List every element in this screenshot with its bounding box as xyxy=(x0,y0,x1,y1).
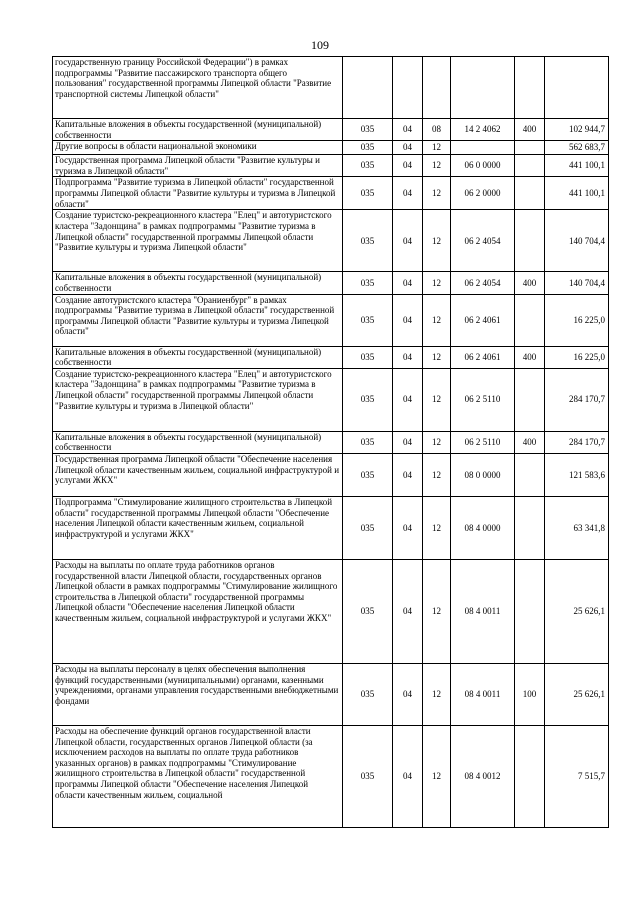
table-row xyxy=(53,725,609,827)
target-article-code: 06 2 4054 xyxy=(451,272,515,294)
row-description: государственную границу Российской Федерации") в рамках подпрограммы "Развитие пассажирского транспорта общего пользования" государственной программы Липецкой области "Развитие транспортной системы Липецкой области" xyxy=(53,57,343,119)
ministry-code: 035 xyxy=(343,210,393,272)
target-article-code: 06 2 5110 xyxy=(451,368,515,431)
target-article-code: 08 4 0011 xyxy=(451,559,515,663)
target-article-code: 08 4 0000 xyxy=(451,496,515,559)
subsection-code: 12 xyxy=(423,453,451,496)
amount: 16 225,0 xyxy=(545,294,609,346)
table-row xyxy=(53,141,609,155)
table-row xyxy=(53,496,609,559)
ministry-code: 035 xyxy=(343,559,393,663)
expense-type-code: 400 xyxy=(515,119,545,141)
subsection-code: 12 xyxy=(423,155,451,177)
expense-type-code xyxy=(515,155,545,177)
target-article-code: 06 2 4054 xyxy=(451,210,515,272)
table-row xyxy=(53,210,609,272)
amount: 25 626,1 xyxy=(545,663,609,725)
target-article-code: 14 2 4062 xyxy=(451,119,515,141)
section-code: 04 xyxy=(393,294,423,346)
amount: 63 341,8 xyxy=(545,496,609,559)
expense-type-code xyxy=(515,177,545,210)
row-description: Капитальные вложения в объекты государственной (муниципальной) собственности xyxy=(53,119,343,141)
ministry-code: 035 xyxy=(343,368,393,431)
table-row xyxy=(53,119,609,141)
amount xyxy=(545,57,609,119)
subsection-code: 12 xyxy=(423,141,451,155)
amount: 140 704,4 xyxy=(545,272,609,294)
expense-type-code xyxy=(515,210,545,272)
section-code: 04 xyxy=(393,453,423,496)
subsection-code: 08 xyxy=(423,119,451,141)
row-description: Государственная программа Липецкой области "Развитие культуры и туризма в Липецкой области" xyxy=(53,155,343,177)
table-row xyxy=(53,294,609,346)
subsection-code: 12 xyxy=(423,559,451,663)
row-description: Капитальные вложения в объекты государственной (муниципальной) собственности xyxy=(53,431,343,453)
table-row xyxy=(53,155,609,177)
section-code: 04 xyxy=(393,141,423,155)
section-code: 04 xyxy=(393,431,423,453)
ministry-code: 035 xyxy=(343,496,393,559)
subsection-code: 12 xyxy=(423,272,451,294)
table-row xyxy=(53,177,609,210)
ministry-code: 035 xyxy=(343,431,393,453)
target-article-code xyxy=(451,57,515,119)
amount: 562 683,7 xyxy=(545,141,609,155)
page-number: 109 xyxy=(311,38,329,52)
expense-type-code: 400 xyxy=(515,431,545,453)
section-code: 04 xyxy=(393,496,423,559)
ministry-code: 035 xyxy=(343,141,393,155)
expense-type-code xyxy=(515,496,545,559)
section-code: 04 xyxy=(393,119,423,141)
expense-type-code xyxy=(515,559,545,663)
target-article-code: 06 0 0000 xyxy=(451,155,515,177)
section-code: 04 xyxy=(393,725,423,827)
amount: 441 100,1 xyxy=(545,155,609,177)
target-article-code: 06 2 5110 xyxy=(451,431,515,453)
expense-type-code xyxy=(515,725,545,827)
section-code xyxy=(393,57,423,119)
ministry-code: 035 xyxy=(343,294,393,346)
expense-type-code: 100 xyxy=(515,663,545,725)
ministry-code: 035 xyxy=(343,155,393,177)
expense-type-code xyxy=(515,368,545,431)
target-article-code: 06 2 0000 xyxy=(451,177,515,210)
table-row xyxy=(53,663,609,725)
expense-type-code: 400 xyxy=(515,346,545,368)
ministry-code: 035 xyxy=(343,272,393,294)
subsection-code xyxy=(423,57,451,119)
row-description: Государственная программа Липецкой области "Обеспечение населения Липецкой области качественным жильем, социальной инфраструктурой и услугами ЖКХ" xyxy=(53,453,343,496)
row-description: Расходы на выплаты персоналу в целях обеспечения выполнения функций государственными (муниципальными) органами, казенными учреждениями, органами управления государственными внебюджетными фондами xyxy=(53,663,343,725)
row-description: Создание туристско-рекреационного кластера "Елец" и автотуристского кластера "Задонщина" в рамках подпрограммы "Развитие туризма в Липецкой области" государственной программы Липецкой области "Развитие культуры и туризма в Липецкой области" xyxy=(53,368,343,431)
section-code: 04 xyxy=(393,368,423,431)
expense-type-code: 400 xyxy=(515,272,545,294)
section-code: 04 xyxy=(393,663,423,725)
subsection-code: 12 xyxy=(423,368,451,431)
subsection-code: 12 xyxy=(423,346,451,368)
section-code: 04 xyxy=(393,177,423,210)
expense-type-code xyxy=(515,141,545,155)
row-description: Подпрограмма "Стимулирование жилищного строительства в Липецкой области" государственной программы Липецкой области "Обеспечение населения Липецкой области качественным жильем, социальной инфраструктурой и услугами ЖКХ" xyxy=(53,496,343,559)
row-description: Создание туристско-рекреационного кластера "Елец" и автотуристского кластера "Задонщина" в рамках подпрограммы "Развитие туризма в Липецкой области" государственной программы Липецкой области "Развитие культуры и туризма Липецкой области" xyxy=(53,210,343,272)
section-code: 04 xyxy=(393,272,423,294)
budget-table xyxy=(52,56,609,828)
row-description: Другие вопросы в области национальной экономики xyxy=(53,141,343,155)
subsection-code: 12 xyxy=(423,431,451,453)
ministry-code xyxy=(343,57,393,119)
expense-type-code xyxy=(515,57,545,119)
table-row xyxy=(53,57,609,119)
table-row xyxy=(53,431,609,453)
ministry-code: 035 xyxy=(343,663,393,725)
budget-table-body xyxy=(53,57,609,828)
amount: 441 100,1 xyxy=(545,177,609,210)
subsection-code: 12 xyxy=(423,210,451,272)
amount: 102 944,7 xyxy=(545,119,609,141)
row-description: Капитальные вложения в объекты государственной (муниципальной) собственности xyxy=(53,272,343,294)
section-code: 04 xyxy=(393,210,423,272)
ministry-code: 035 xyxy=(343,725,393,827)
amount: 140 704,4 xyxy=(545,210,609,272)
amount: 7 515,7 xyxy=(545,725,609,827)
table-row xyxy=(53,346,609,368)
amount: 25 626,1 xyxy=(545,559,609,663)
expense-type-code xyxy=(515,453,545,496)
amount: 121 583,6 xyxy=(545,453,609,496)
amount: 284 170,7 xyxy=(545,431,609,453)
row-description: Создание автотуристского кластера "Ораниенбург" в рамках подпрограммы "Развитие туризма в Липецкой области" государственной программы Липецкой области "Развитие культуры и туризма Липецкой области" xyxy=(53,294,343,346)
row-description: Расходы на выплаты по оплате труда работников органов государственной власти Липецкой области, государственных органов Липецкой области в рамках подпрограммы "Стимулирование жилищного строительства в Липецкой области" государственной программы Липецкой области "Обеспечение населения Липецкой области качественным жильем, социальной инфраструктурой и услугами ЖКХ" xyxy=(53,559,343,663)
ministry-code: 035 xyxy=(343,177,393,210)
subsection-code: 12 xyxy=(423,496,451,559)
table-row xyxy=(53,368,609,431)
row-description: Капитальные вложения в объекты государственной (муниципальной) собственности xyxy=(53,346,343,368)
subsection-code: 12 xyxy=(423,725,451,827)
table-row xyxy=(53,453,609,496)
subsection-code: 12 xyxy=(423,294,451,346)
target-article-code: 06 2 4061 xyxy=(451,346,515,368)
subsection-code: 12 xyxy=(423,177,451,210)
target-article-code: 08 4 0012 xyxy=(451,725,515,827)
table-row xyxy=(53,559,609,663)
target-article-code: 06 2 4061 xyxy=(451,294,515,346)
ministry-code: 035 xyxy=(343,453,393,496)
table-row xyxy=(53,272,609,294)
ministry-code: 035 xyxy=(343,346,393,368)
target-article-code: 08 4 0011 xyxy=(451,663,515,725)
subsection-code: 12 xyxy=(423,663,451,725)
row-description: Подпрограмма "Развитие туризма в Липецкой области" государственной программы Липецкой области "Развитие культуры и туризма в Липецкой области" xyxy=(53,177,343,210)
row-description: Расходы на обеспечение функций органов государственной власти Липецкой области, государственных органов Липецкой области (за исключением расходов на выплаты по оплате труда работников указанных органов) в рамках подпрограммы "Стимулирование жилищного строительства в Липецкой области" государственной программы Липецкой области "Обеспечение населения Липецкой области качественным жильем, социальной xyxy=(53,725,343,827)
ministry-code: 035 xyxy=(343,119,393,141)
target-article-code: 08 0 0000 xyxy=(451,453,515,496)
section-code: 04 xyxy=(393,346,423,368)
amount: 284 170,7 xyxy=(545,368,609,431)
expense-type-code xyxy=(515,294,545,346)
section-code: 04 xyxy=(393,559,423,663)
target-article-code xyxy=(451,141,515,155)
section-code: 04 xyxy=(393,155,423,177)
amount: 16 225,0 xyxy=(545,346,609,368)
